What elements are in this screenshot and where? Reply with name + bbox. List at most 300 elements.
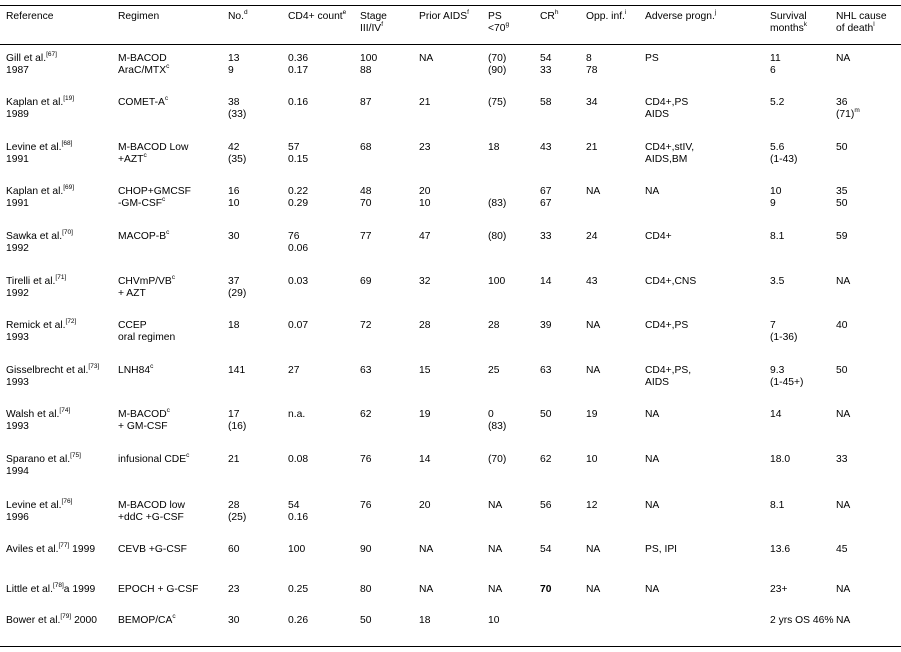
survival-value: 9.3 [770, 365, 785, 376]
prior-cell [419, 276, 430, 288]
adverse-value: NA [645, 454, 660, 465]
stage-cell [360, 231, 371, 243]
prior-value: 47 [419, 231, 431, 242]
cr-cell [540, 500, 551, 512]
reference-year: 1996 [6, 512, 29, 523]
reference-number: [77] [58, 541, 70, 549]
regimen-footnote: c [166, 406, 170, 414]
adverse-value: NA [645, 500, 660, 511]
no-value: 17 [228, 409, 240, 420]
column-header-footnote: i [624, 8, 627, 16]
reference-cell [6, 317, 77, 344]
no-value: 18 [228, 320, 240, 331]
prior-value: NA [419, 544, 434, 555]
regimen-value: BEMOP/CA [118, 615, 173, 626]
no-value: (16) [228, 421, 247, 432]
prior-cell [419, 231, 430, 243]
regimen-footnote: c [171, 273, 176, 281]
reference-year: 1991 [6, 198, 29, 209]
opp-value: 10 [586, 454, 598, 465]
cd4-value: 100 [288, 544, 306, 555]
no-cell [228, 500, 246, 524]
regimen-value: M-BACOD low [118, 500, 185, 511]
column-header [6, 11, 54, 23]
ps-cell [488, 544, 502, 556]
nhl-value: 35 [836, 186, 848, 197]
opp-cell [586, 454, 597, 466]
cr-value: 33 [540, 65, 552, 76]
column-header-text: Reference [6, 11, 54, 22]
opp-cell [586, 584, 600, 596]
reference-year: 1993 [6, 332, 29, 343]
reference-cell [6, 273, 67, 300]
opp-value: 43 [586, 276, 598, 287]
cr-cell [540, 186, 551, 210]
stage-cell [360, 142, 371, 154]
regimen-value: CHOP+GMCSF [118, 186, 191, 197]
column-header [586, 8, 627, 23]
nhl-value: 59 [836, 231, 848, 242]
reference-year: 1994 [6, 466, 29, 477]
survival-cell [770, 320, 797, 344]
reference-year: 1992 [6, 243, 29, 254]
column-header-text: Regimen [118, 11, 160, 22]
cd4-value: 0.36 [288, 53, 309, 64]
survival-value: 14 [770, 409, 782, 420]
no-cell [228, 320, 239, 332]
regimen-value: EPOCH + G-CSF [118, 584, 199, 595]
cd4-value: 0.22 [288, 186, 309, 197]
opp-cell [586, 186, 600, 198]
opp-value: 34 [586, 97, 598, 108]
column-header-footnote: k [803, 20, 808, 28]
opp-value: 12 [586, 500, 598, 511]
reference-year: 1987 [6, 65, 29, 76]
reference-year: 1993 [6, 377, 29, 388]
no-value: 141 [228, 365, 246, 376]
regimen-value: + AZT [118, 288, 146, 299]
adverse-cell [645, 231, 672, 243]
cr-value: 50 [540, 409, 552, 420]
prior-cell [419, 186, 430, 210]
nhl-value: 36 [836, 97, 848, 108]
regimen-cell [118, 228, 170, 243]
regimen-value: M-BACOD Low [118, 142, 189, 153]
cd4-value: 0.07 [288, 320, 309, 331]
column-header-text: Survival [770, 11, 807, 22]
opp-value: 24 [586, 231, 598, 242]
no-cell [228, 231, 239, 243]
no-value: 9 [228, 65, 234, 76]
prior-value: 20 [419, 186, 431, 197]
nhl-cell [836, 97, 860, 121]
reference-year: 1999 [69, 584, 96, 595]
cd4-cell [288, 231, 308, 255]
cd4-value: 0.26 [288, 615, 309, 626]
cr-value: 39 [540, 320, 552, 331]
cd4-cell [288, 454, 308, 466]
reference-cell [6, 362, 100, 389]
survival-value: 7 [770, 320, 776, 331]
ps-cell [488, 584, 502, 596]
reference-note: a [63, 584, 70, 595]
column-header-footnote: f [381, 20, 383, 28]
regimen-value: LNH84 [118, 365, 151, 376]
cr-value: 54 [540, 53, 552, 64]
prior-value: 10 [419, 198, 431, 209]
reference-number: [76] [61, 497, 73, 505]
cd4-cell [288, 365, 299, 377]
reference-author: Tirelli et al. [6, 276, 56, 287]
ps-cell [488, 500, 502, 512]
opp-cell [586, 276, 597, 288]
no-cell [228, 409, 246, 433]
column-header-footnote: d [244, 8, 248, 16]
reference-number: [70] [62, 228, 73, 236]
no-cell [228, 97, 246, 121]
stage-cell [360, 97, 371, 109]
reference-cell [6, 612, 97, 627]
cd4-cell [288, 320, 308, 332]
nhl-cell [836, 615, 850, 627]
prior-cell [419, 615, 430, 627]
prior-value: 20 [419, 500, 431, 511]
no-value: 21 [228, 454, 240, 465]
reference-author: Sparano et al. [6, 454, 71, 465]
column-header-text: Stage [360, 11, 387, 22]
adverse-cell [645, 142, 694, 166]
cd4-cell [288, 53, 308, 77]
prior-value: NA [419, 53, 434, 64]
reference-year: 1992 [6, 288, 29, 299]
reference-author: Levine et al. [6, 142, 62, 153]
stage-value: 77 [360, 231, 372, 242]
survival-value: 9 [770, 198, 776, 209]
reference-cell [6, 183, 75, 210]
reference-author: Bower et al. [6, 615, 61, 626]
survival-cell [770, 276, 784, 288]
no-cell [228, 615, 239, 627]
survival-value: (1-45+) [770, 377, 804, 388]
nhl-value: 33 [836, 454, 848, 465]
opp-cell [586, 544, 600, 556]
regimen-footnote: c [166, 62, 170, 70]
opp-value: 8 [586, 53, 592, 64]
nhl-value: 40 [836, 320, 848, 331]
cr-cell [540, 142, 551, 154]
no-value: 16 [228, 186, 240, 197]
column-header-text: CD4+ count [288, 11, 343, 22]
stage-cell [360, 365, 371, 377]
opp-value: NA [586, 365, 601, 376]
reference-author: Gisselbrecht et al. [6, 365, 89, 376]
regimen-cell [118, 406, 170, 433]
reference-number: [75] [70, 451, 81, 459]
column-header-text: III/IV [360, 23, 382, 34]
reference-number: [69] [63, 183, 75, 191]
column-header [770, 11, 807, 35]
cr-value: 54 [540, 544, 552, 555]
cd4-value: 76 [288, 231, 300, 242]
ps-value: NA [488, 544, 503, 555]
survival-value: 18.0 [770, 454, 791, 465]
cr-cell [540, 409, 551, 421]
adverse-value: PS [645, 53, 659, 64]
adverse-cell [645, 500, 659, 512]
ps-value: 0 [488, 409, 494, 420]
cr-cell [540, 53, 551, 77]
column-header-text: Opp. inf. [586, 11, 625, 22]
reference-author: Remick et al. [6, 320, 66, 331]
reference-cell [6, 139, 73, 166]
ps-value: 10 [488, 615, 500, 626]
adverse-value: CD4+,PS [645, 97, 689, 108]
no-value: 37 [228, 276, 240, 287]
nhl-value: NA [836, 500, 851, 511]
prior-value: 28 [419, 320, 431, 331]
cd4-value: 0.25 [288, 584, 309, 595]
prior-cell [419, 409, 430, 421]
stage-value: 70 [360, 198, 372, 209]
ps-cell [488, 365, 499, 377]
reference-cell [6, 581, 96, 596]
survival-cell [770, 500, 784, 512]
adverse-value: AIDS [645, 377, 670, 388]
opp-value: 78 [586, 65, 598, 76]
ps-value: 18 [488, 142, 500, 153]
cr-value: 67 [540, 186, 552, 197]
cr-cell [540, 544, 551, 556]
cr-cell [540, 276, 551, 288]
no-cell [228, 454, 239, 466]
no-value: 28 [228, 500, 240, 511]
column-header [488, 11, 509, 35]
prior-cell [419, 584, 433, 596]
no-cell [228, 53, 239, 77]
nhl-value: 45 [836, 544, 848, 555]
stage-value: 48 [360, 186, 372, 197]
adverse-cell [645, 186, 659, 198]
reference-author: Kaplan et al. [6, 186, 64, 197]
stage-value: 87 [360, 97, 372, 108]
no-value: (33) [228, 109, 247, 120]
table-bottom-rule [0, 646, 901, 647]
regimen-value: +ddC +G-CSF [118, 512, 184, 523]
reference-author: Sawka et al. [6, 231, 63, 242]
survival-cell [770, 365, 803, 389]
regimen-value: +AZT [118, 154, 144, 165]
prior-value: 18 [419, 615, 431, 626]
survival-value: (1-36) [770, 332, 798, 343]
no-value: (25) [228, 512, 247, 523]
cd4-value: 27 [288, 365, 300, 376]
regimen-cell [118, 273, 176, 300]
regimen-cell [118, 53, 169, 77]
regimen-cell [118, 362, 154, 377]
survival-value: 5.2 [770, 97, 785, 108]
cr-value: 43 [540, 142, 552, 153]
regimen-cell [118, 584, 198, 596]
reference-cell [6, 451, 81, 478]
cr-value: 33 [540, 231, 552, 242]
no-value: (35) [228, 154, 247, 165]
nhl-value: NA [836, 615, 851, 626]
column-header-text: <70 [488, 23, 506, 34]
ps-value: NA [488, 584, 503, 595]
ps-cell [488, 231, 506, 243]
no-cell [228, 276, 246, 300]
cr-cell [540, 584, 551, 596]
ps-value: 100 [488, 276, 506, 287]
regimen-cell [118, 612, 176, 627]
survival-cell [770, 231, 784, 243]
cd4-value: 0.17 [288, 65, 309, 76]
regimen-footnote: c [186, 451, 190, 459]
stage-cell [360, 409, 371, 421]
adverse-value: NA [645, 584, 660, 595]
stage-cell [360, 500, 371, 512]
ps-cell [488, 186, 506, 210]
adverse-cell [645, 276, 696, 288]
regimen-cell [118, 500, 185, 524]
stage-cell [360, 544, 371, 556]
adverse-cell [645, 320, 688, 332]
prior-value: 32 [419, 276, 431, 287]
adverse-value: CD4+,stIV, [645, 142, 695, 153]
stage-cell [360, 615, 371, 627]
opp-cell [586, 53, 597, 77]
regimen-cell [118, 142, 188, 166]
cd4-value: 57 [288, 142, 300, 153]
reference-number: [74] [59, 406, 71, 414]
reference-number: [19] [63, 94, 75, 102]
cd4-value: n.a. [288, 409, 306, 420]
prior-value: 21 [419, 97, 431, 108]
ps-value: (83) [488, 421, 507, 432]
reference-cell [6, 50, 57, 77]
opp-cell [586, 365, 600, 377]
regimen-value: CHVmP/VB [118, 276, 172, 287]
regimen-footnote: c [172, 612, 176, 620]
prior-cell [419, 365, 430, 377]
cd4-value: 0.06 [288, 243, 309, 254]
nhl-cell [836, 454, 847, 466]
no-value: 60 [228, 544, 240, 555]
no-value: 10 [228, 198, 240, 209]
reference-author: Aviles et al. [6, 544, 59, 555]
column-header [360, 11, 387, 35]
adverse-cell [645, 365, 691, 389]
table-top-rule [0, 5, 901, 6]
reference-year: 1999 [69, 544, 96, 555]
prior-cell [419, 454, 430, 466]
opp-cell [586, 409, 597, 421]
cd4-value: 0.03 [288, 276, 309, 287]
nhl-value: 50 [836, 142, 848, 153]
survival-value: 5.6 [770, 142, 785, 153]
opp-cell [586, 97, 597, 109]
survival-value: 3.5 [770, 276, 785, 287]
cd4-cell [288, 615, 308, 627]
regimen-footnote: c [166, 228, 170, 236]
adverse-cell [645, 97, 688, 121]
survival-value: 8.1 [770, 231, 785, 242]
prior-cell [419, 97, 430, 109]
stage-value: 69 [360, 276, 372, 287]
stage-cell [360, 276, 371, 288]
column-header [836, 11, 887, 35]
column-header [228, 8, 248, 23]
nhl-cell [836, 500, 850, 512]
stage-value: 62 [360, 409, 372, 420]
opp-value: 19 [586, 409, 598, 420]
nhl-cell [836, 53, 850, 65]
prior-cell [419, 500, 430, 512]
nhl-footnote: m [854, 106, 860, 114]
reference-number: [79] [60, 612, 72, 620]
prior-cell [419, 53, 433, 65]
reference-author: Little et al. [6, 584, 53, 595]
survival-value: 8.1 [770, 500, 785, 511]
no-value: (29) [228, 288, 247, 299]
cd4-value: 0.08 [288, 454, 309, 465]
regimen-value: M-BACOD [118, 409, 167, 420]
reference-cell [6, 541, 96, 556]
regimen-footnote: c [164, 94, 169, 102]
prior-cell [419, 544, 433, 556]
ps-value: (90) [488, 65, 507, 76]
reference-author: Kaplan et al. [6, 97, 64, 108]
regimen-value: + GM-CSF [118, 421, 168, 432]
cd4-value: 0.16 [288, 512, 309, 523]
survival-cell [770, 142, 797, 166]
stage-value: 80 [360, 584, 372, 595]
reference-number: [71] [55, 273, 67, 281]
cd4-cell [288, 500, 308, 524]
nhl-cell [836, 186, 847, 210]
column-header-footnote: l [873, 20, 875, 28]
adverse-value: CD4+ [645, 231, 672, 242]
adverse-cell [645, 584, 659, 596]
stage-cell [360, 454, 371, 466]
adverse-value: CD4+,PS, [645, 365, 692, 376]
prior-value: NA [419, 584, 434, 595]
adverse-cell [645, 544, 677, 556]
adverse-value: CD4+,PS [645, 320, 689, 331]
nhl-cell [836, 544, 847, 556]
regimen-value: oral regimen [118, 332, 176, 343]
nhl-value: NA [836, 276, 851, 287]
survival-cell [770, 544, 790, 556]
adverse-value: CD4+,CNS [645, 276, 697, 287]
column-header-text: PS [488, 11, 502, 22]
nhl-value: NA [836, 53, 851, 64]
stage-cell [360, 186, 371, 210]
cr-cell [540, 454, 551, 466]
column-header-text: CR [540, 11, 555, 22]
regimen-value: AraC/MTX [118, 65, 167, 76]
ps-cell [488, 142, 499, 154]
ps-cell [488, 276, 505, 288]
no-cell [228, 544, 239, 556]
adverse-value: NA [645, 186, 660, 197]
prior-value: 14 [419, 454, 431, 465]
nhl-cell [836, 231, 847, 243]
regimen-value: -GM-CSF [118, 198, 163, 209]
survival-value: 13.6 [770, 544, 791, 555]
prior-value: 19 [419, 409, 431, 420]
stage-value: 90 [360, 544, 372, 555]
